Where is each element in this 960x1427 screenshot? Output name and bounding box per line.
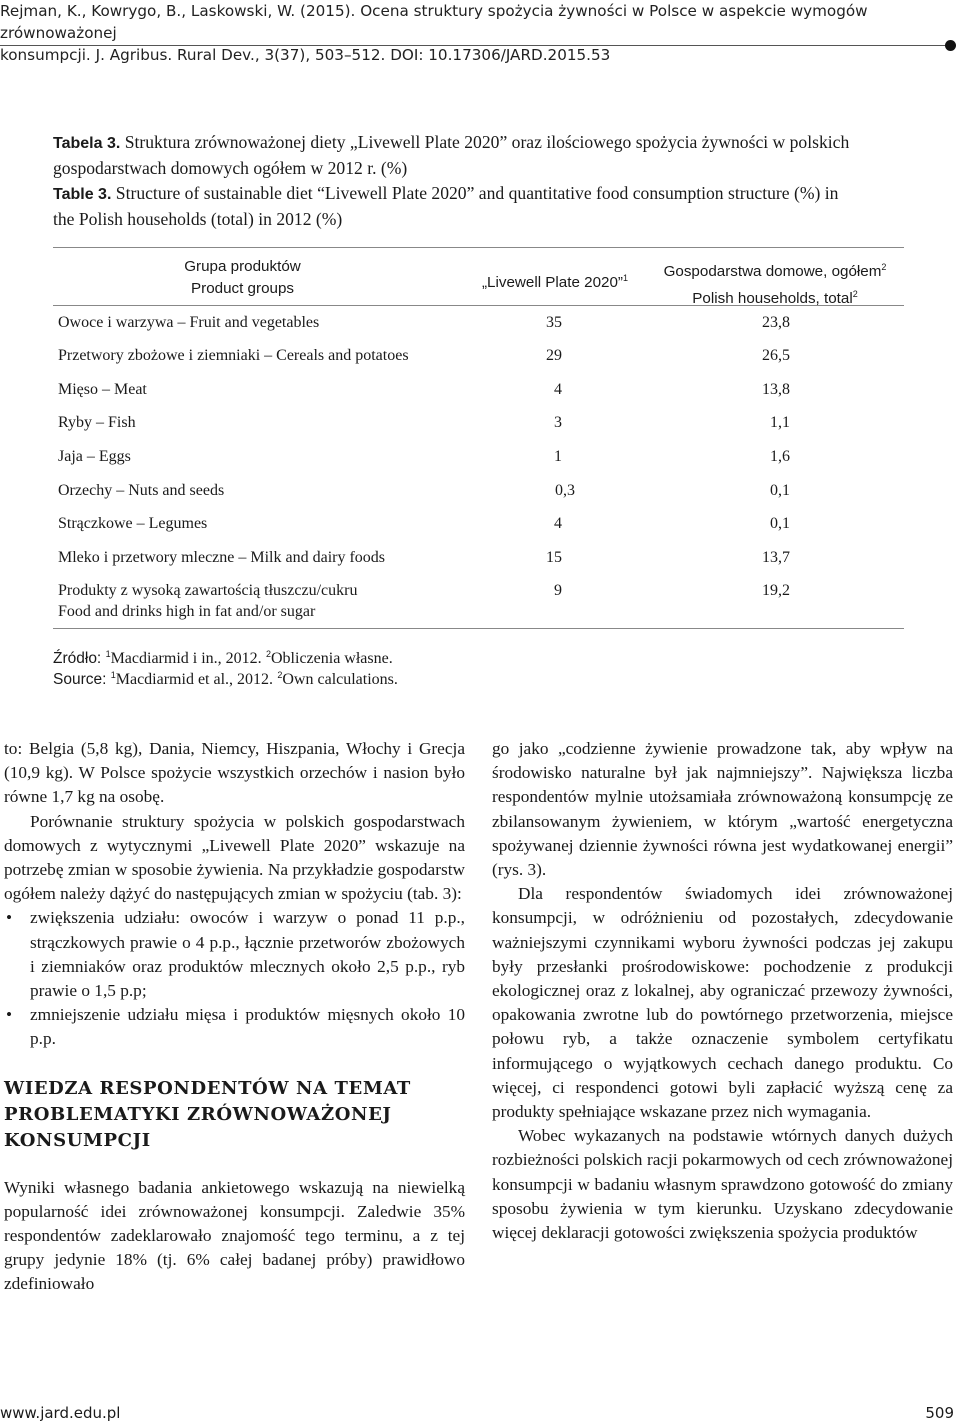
table-row-livewell: 3: [554, 414, 562, 431]
table-caption-pl: [53, 130, 913, 180]
source-en-sup-1: 1: [110, 670, 116, 680]
col-header-households-pl-sup: 2: [881, 262, 887, 272]
table-row-group: Mięso – Meat: [58, 381, 147, 398]
table-row-households: 0,1: [770, 482, 790, 499]
source-pl-ref-2: Obliczenia własne.: [271, 650, 393, 667]
bullet-icon: •: [6, 908, 13, 928]
list-item: [4, 1003, 465, 1051]
section-heading-line-2: PROBLEMATYKI ZRÓWNOWAŻONEJ: [4, 1103, 392, 1125]
source-pl-sup-2: 2: [265, 649, 271, 659]
caption-pl-line-2: gospodarstwach domowych ogółem w 2012 r. (%): [53, 158, 408, 178]
col-header-households: [646, 256, 904, 310]
list-item: [4, 906, 465, 1003]
table-row-households: 13,7: [762, 549, 790, 566]
table-row-livewell: 35: [546, 314, 562, 331]
table-row-group-line-2: Food and drinks high in fat and/or sugar: [58, 603, 316, 620]
table-row-households: 13,8: [762, 381, 790, 398]
caption-pl-label: Tabela 3.: [53, 135, 121, 152]
page-number: 509: [925, 1404, 954, 1422]
table-top-rule: [53, 247, 904, 248]
col-header-livewell: [455, 267, 655, 294]
bullet-text-2: zmniejszenie udziału mięsa i produktów mięsnych około 10 p.p.: [30, 1005, 465, 1049]
citation-line-2: konsumpcji. J. Agribus. Rural Dev., 3(37), 503–512. DOI: 10.17306/JARD.2015.53: [0, 46, 611, 64]
table-row-households: 19,2: [762, 582, 790, 599]
source-en-label: Source:: [53, 671, 107, 688]
source-pl-ref-1: Macdiarmid i in., 2012.: [110, 650, 262, 667]
left-paragraph-2: Porównanie struktury spożycia w polskich gospodarstwach domowych z wytycznymi „Livewell Plate 2020” wskazuje na potrzebę zmian w sposobie żywienia. Na przykładzie gospodarstw ogółem należy dążyć do następujących zmian w spożyciu (tab. 3):: [4, 811, 465, 904]
section-heading-line-1: WIEDZA RESPONDENTÓW NA TEMAT: [4, 1077, 411, 1099]
table-row-group: Mleko i przetwory mleczne – Milk and dairy foods: [58, 549, 386, 566]
col-header-product-groups-pl: Grupa produktów: [184, 258, 301, 275]
left-text-column: [4, 737, 465, 1297]
table-row-group: Orzechy – Nuts and seeds: [58, 482, 225, 499]
col-header-households-pl: Gospodarstwa domowe, ogółem: [663, 263, 882, 280]
right-paragraph-1: go jako „codzienne żywienie prowadzone tak, aby wpływ na środowisko naturalne był jak najmniejszy”. Największa liczba respondentów mylnie utożsamiała zrównoważoną konsumpcję ze zbilansowanym żywieniem, w którym „wartość energetyczna spożywanej dziennie żywności równa jest wydatkowanej energii” (rys. 3).: [492, 739, 953, 880]
table-row-households: 1,6: [770, 448, 790, 465]
table-row-group: Strączkowe – Legumes: [58, 515, 208, 532]
col-header-households-en-sup: 2: [852, 289, 858, 299]
caption-pl-line-1: Struktura zrównoważonej diety „Livewell Plate 2020” oraz ilościowego spożycia żywności w polskich: [124, 132, 850, 152]
caption-en-line-1: Structure of sustainable diet “Livewell Plate 2020” and quantitative food consumption structure (%) in: [115, 183, 839, 203]
right-text-column: [492, 737, 953, 1245]
bullet-text-1: zwiększenia udziału: owoców i warzyw o ponad 11 p.p., strączkowych prawie o 4 p.p., łącznie przetworów zbożowych i ziemniaków oraz produktów mlecznych około 2,5 p.p., ryb prawie o 1,5 p.p;: [30, 908, 465, 1001]
right-paragraph-3: Wobec wykazanych na podstawie wtórnych danych dużych rozbieżności polskich racji pokarmowych od cech zrównoważonej konsumpcji w badaniu własnym sprawdzono gotowość do zmiany sposobu żywienia w tym kierunku. Uzyskano zdecydowanie więcej deklaracji gotowości zwiększenia spożycia produktów: [492, 1126, 953, 1243]
table-row-livewell: 1: [554, 448, 562, 465]
header-rule: [0, 45, 951, 46]
table-row-group: Przetwory zbożowe i ziemniaki – Cereals and potatoes: [58, 347, 409, 364]
col-header-households-en: Polish households, total: [692, 290, 853, 307]
table-row-livewell: 29: [546, 347, 562, 364]
section-heading-line-3: KONSUMPCJI: [4, 1129, 151, 1151]
citation-line-1: Rejman, K., Kowrygo, B., Laskowski, W. (2015). Ocena struktury spożycia żywności w Polsce w aspekcie wymogów zrównoważonej: [0, 2, 868, 42]
table-row-group-line-1: Produkty z wysoką zawartością tłuszczu/cukru: [58, 582, 358, 599]
footer-website: www.jard.edu.pl: [0, 1404, 121, 1422]
bullet-icon: •: [6, 1005, 13, 1025]
bullet-list: [4, 906, 465, 1051]
source-note-en: [53, 665, 398, 690]
col-header-livewell-text: „Livewell Plate 2020”: [482, 274, 623, 291]
col-header-livewell-sup: 1: [622, 273, 628, 283]
table-row-households: 23,8: [762, 314, 790, 331]
left-paragraph-1: to: Belgia (5,8 kg), Dania, Niemcy, Hiszpania, Włochy i Grecja (10,9 kg). W Polsce spożycie wszystkich orzechów i nasion było równe 1,7 kg na osobę.: [4, 739, 465, 807]
right-paragraph-2: Dla respondentów świadomych idei zrównoważonej konsumpcji, w odróżnieniu od pozostałych, zdecydowanie ważniejszymi czynnikami wyboru żywności podczas jej zakupu były przesłanki prośrodowiskowe: pochodzenie z produkcji ekologicznej oraz z lokalnej, aby ograniczać przewozy żywności, opakowania zwrotne lub do powtórnego przetworzenia, miejsce połowu ryb, a także oznaczenie symbolem certyfikatu informującego o wyjątkowych cechach danego produktu. Co więcej, ci respondenci gotowi byli zapłacić wyższą cenę za produkty spełniające wskazane przez nich wymagania.: [492, 884, 953, 1122]
source-pl-sup-1: 1: [105, 649, 111, 659]
col-header-product-groups-en: Product groups: [191, 280, 294, 297]
table-bottom-rule: [53, 628, 904, 629]
table-caption-en: [53, 181, 913, 231]
table-row-households: 1,1: [770, 414, 790, 431]
table-row-group: Jaja – Eggs: [58, 448, 131, 465]
table-header-rule: [53, 305, 904, 306]
header-dot-ornament: [945, 40, 956, 51]
table-row-group: Owoce i warzywa – Fruit and vegetables: [58, 314, 320, 331]
caption-en-label: Table 3.: [53, 186, 112, 203]
caption-en-line-2: the Polish households (total) in 2012 (%): [53, 209, 343, 229]
source-en-ref-1: Macdiarmid et al., 2012.: [115, 671, 274, 688]
section-heading: [4, 1076, 465, 1154]
source-en-ref-2: Own calculations.: [282, 671, 398, 688]
table-row-households: 26,5: [762, 347, 790, 364]
table-row-livewell: 4: [554, 381, 562, 398]
running-header: [0, 0, 955, 66]
col-header-product-groups: [150, 256, 335, 300]
table-row-livewell: 4: [554, 515, 562, 532]
source-en-sup-2: 2: [277, 670, 283, 680]
table-row-livewell: 9: [554, 582, 562, 599]
table-row-livewell: 0,3: [555, 482, 575, 499]
table-row-households: 0,1: [770, 515, 790, 532]
source-pl-label: Źródło:: [53, 650, 102, 667]
left-paragraph-3: Wyniki własnego badania ankietowego wskazują na niewielką popularność idei zrównoważonej konsumpcji. Zaledwie 35% respondentów zadeklarowało znajomość tego terminu, a z tej grupy jedynie 18% (tj. 6% całej badanej próby) prawidłowo zdefiniowało: [4, 1177, 465, 1294]
table-row-group: Ryby – Fish: [58, 414, 136, 431]
table-row-livewell: 15: [546, 549, 562, 566]
